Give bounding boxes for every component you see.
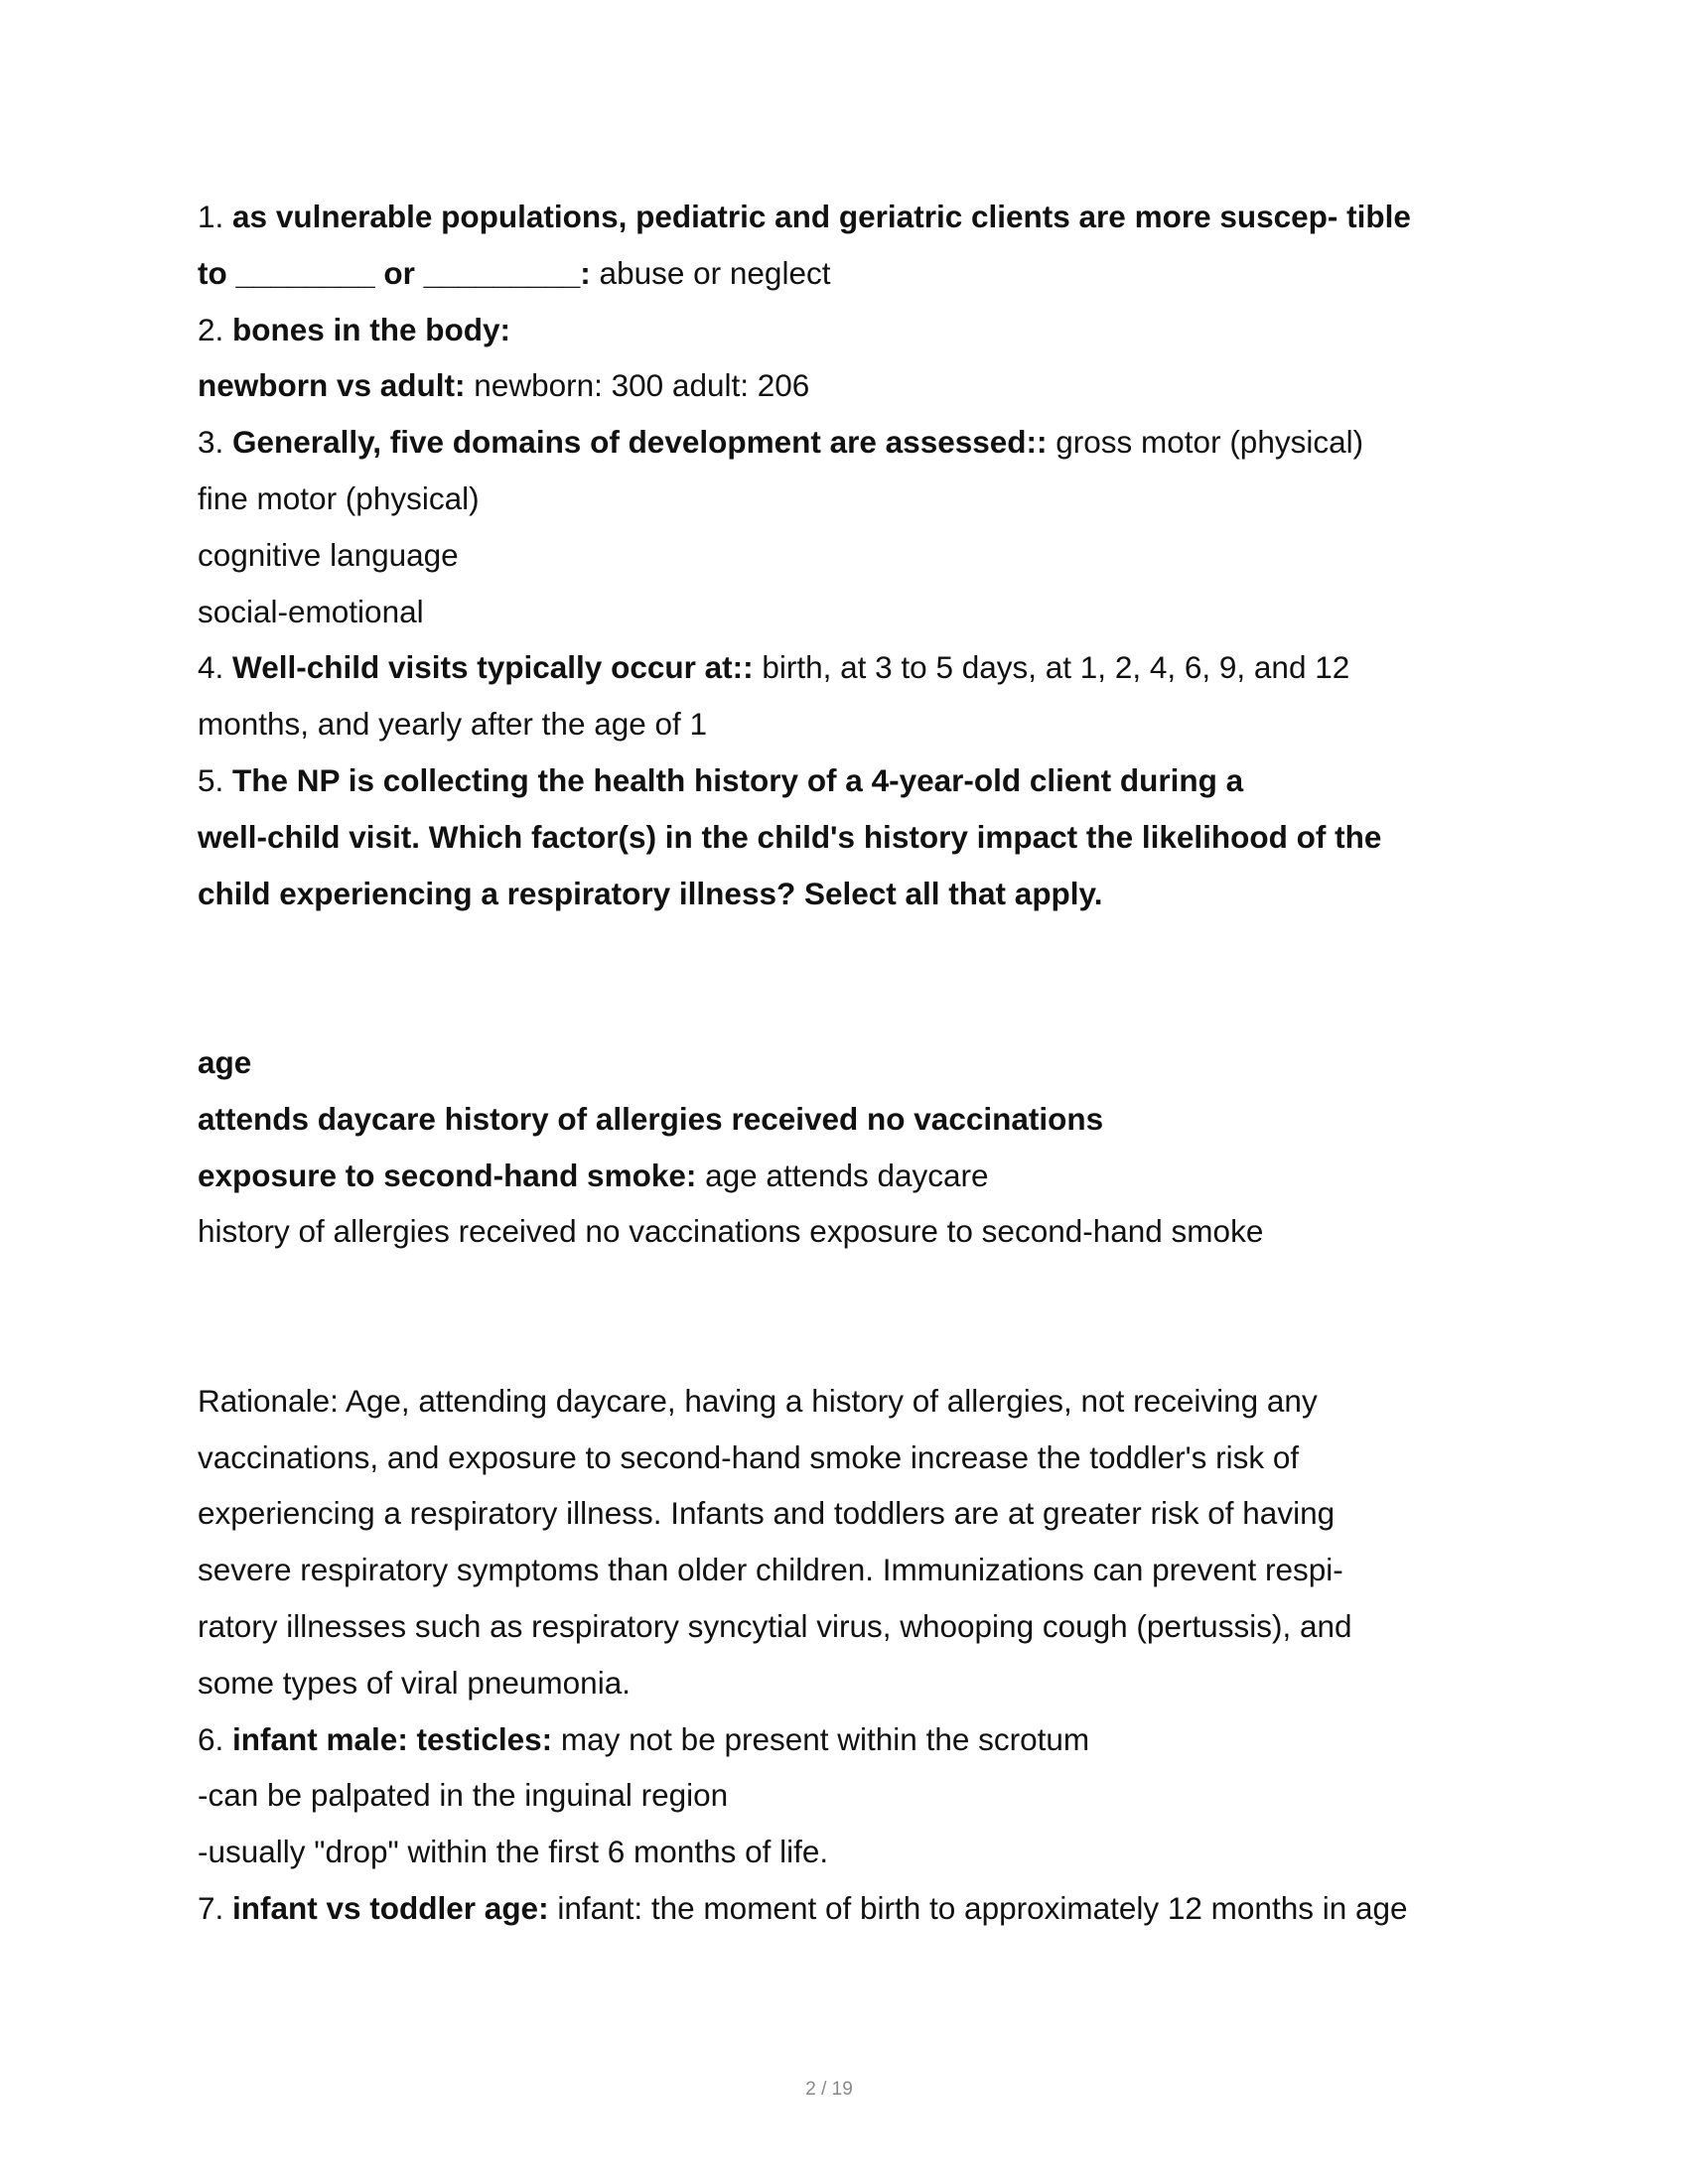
bold-term: exposure to second-hand smoke: [198,1157,697,1193]
text-segment: Rationale: Age, attending daycare, having a history of allergies, not receiving any [198,1382,1318,1419]
text-segment: history of allergies received no vaccinations exposure to second-hand smoke [198,1213,1264,1250]
text-segment: severe respiratory symptoms than older children. Immunizations can prevent respi- [198,1552,1343,1588]
text-segment: 2. [198,311,233,347]
blank-line [198,1316,1528,1373]
text-segment: age attends daycare [696,1157,989,1193]
text-line [198,809,1528,866]
text-segment: months, and yearly after the age of 1 [198,706,708,743]
text-segment: 5. [198,761,233,798]
text-line [198,1203,1528,1260]
text-segment: abuse or neglect [590,254,831,291]
text-line [198,866,1528,922]
text-line [198,1148,1528,1204]
document-body [198,189,1528,1937]
text-segment: 1. [198,199,233,234]
text-line [198,1034,1528,1091]
text-line [198,471,1528,527]
text-line [198,1430,1528,1486]
text-segment: -usually "drop" within the first 6 months of life. [198,1834,829,1870]
page-indicator: 2 / 19 [805,2079,853,2100]
text-line [198,584,1528,640]
text-segment: 7. [198,1889,233,1926]
text-line [198,1824,1528,1880]
text-line [198,1485,1528,1542]
bold-term: attends daycare history of allergies received no vaccinations [198,1100,1104,1137]
text-segment: -can be palpated in the inguinal region [198,1777,729,1814]
text-segment: newborn: 300 adult: 206 [465,367,810,404]
text-line [198,752,1528,809]
text-line [198,414,1528,471]
bold-term: child experiencing a respiratory illness? Select all that apply. [198,875,1103,911]
text-segment: cognitive language [198,536,459,573]
bold-term: as vulnerable populations, pediatric and geriatric clients are more suscep- tible [232,199,1411,234]
bold-term: age [198,1043,252,1080]
text-line [198,189,1528,245]
text-segment: gross motor (physical) [1047,424,1364,461]
text-segment: 4. [198,649,233,686]
bold-term: infant vs toddler age: [232,1889,549,1926]
text-line [198,302,1528,358]
text-segment: social-emotional [198,593,424,629]
text-line [198,1598,1528,1655]
text-line [198,1542,1528,1598]
bold-term: well-child visit. Which factor(s) in the child's history impact the likelihood of the [198,818,1382,855]
text-line [198,527,1528,584]
bold-term: Generally, five domains of development are assessed:: [232,424,1048,461]
bold-term: Well-child visits typically occur at:: [232,649,754,686]
bold-term: bones in the body: [232,311,511,347]
text-segment: fine motor (physical) [198,479,480,516]
text-line [198,1711,1528,1768]
text-segment: 6. [198,1720,233,1757]
text-line [198,1373,1528,1430]
blank-line [198,1260,1528,1316]
text-line [198,245,1528,302]
text-line [198,639,1528,696]
text-segment: birth, at 3 to 5 days, at 1, 2, 4, 6, 9, and 12 [753,649,1350,686]
text-segment: infant: the moment of birth to approximately 12 months in age [548,1889,1408,1926]
blank-line [198,921,1528,978]
bold-term: The NP is collecting the health history of a 4-year-old client during a [232,761,1244,798]
bold-term: to ________ or _________: [198,254,591,291]
text-segment: ratory illnesses such as respiratory syncytial virus, whooping cough (pertussis), and [198,1607,1352,1644]
text-line [198,1091,1528,1148]
text-line [198,1880,1528,1937]
text-line [198,357,1528,414]
text-segment: some types of viral pneumonia. [198,1664,631,1701]
text-segment: may not be present within the scrotum [552,1720,1090,1757]
text-segment: 3. [198,424,233,461]
text-line [198,696,1528,752]
text-line [198,1767,1528,1824]
bold-term: infant male: testicles: [232,1720,553,1757]
blank-line [198,978,1528,1034]
text-segment: vaccinations, and exposure to second-hand smoke increase the toddler's risk of [198,1438,1300,1475]
text-line [198,1655,1528,1711]
bold-term: newborn vs adult: [198,367,466,404]
text-segment: experiencing a respiratory illness. Infants and toddlers are at greater risk of having [198,1495,1336,1532]
